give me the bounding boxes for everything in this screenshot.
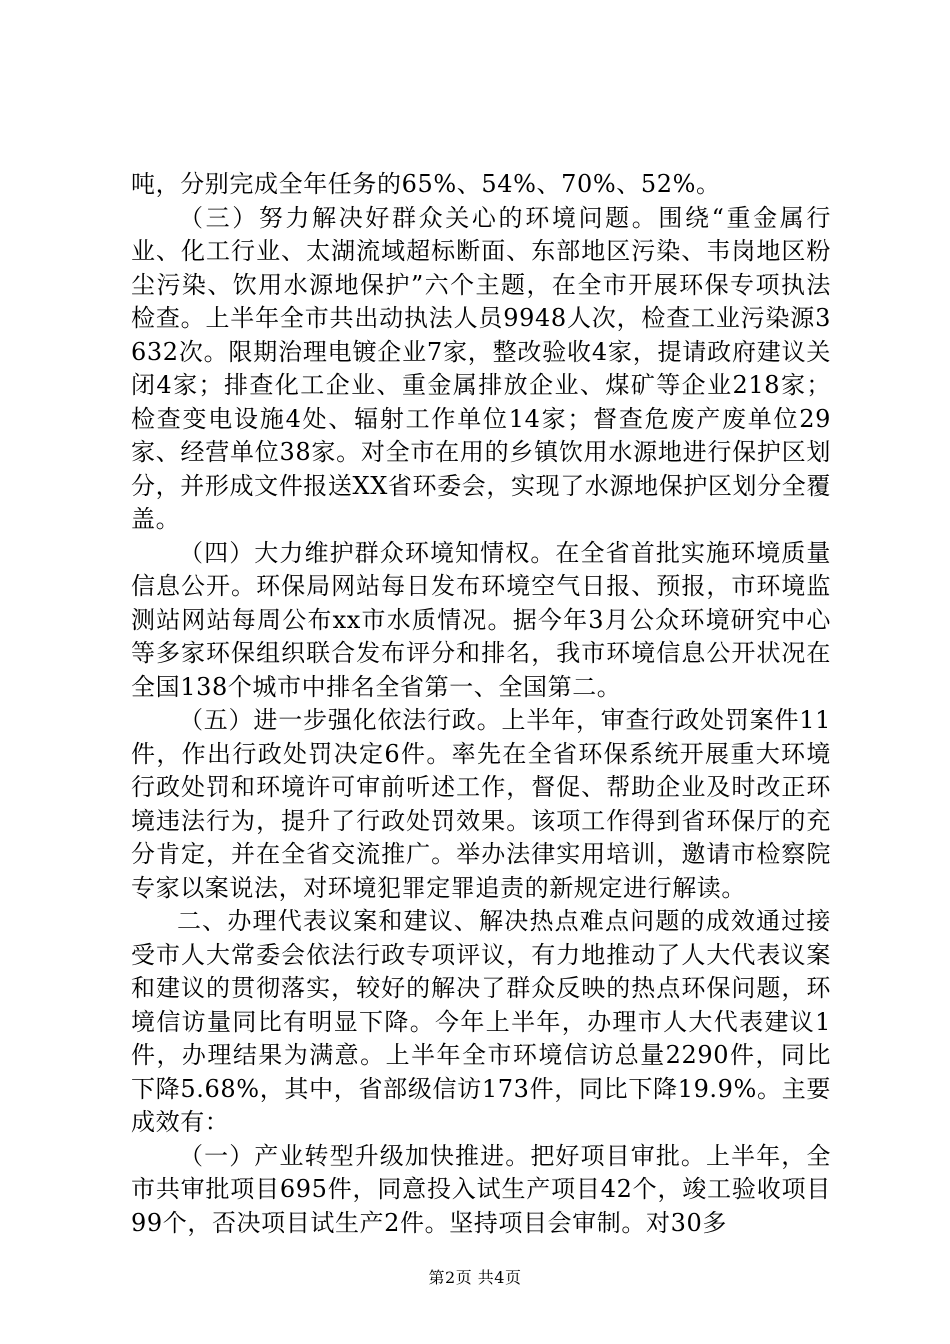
document-body: [131, 168, 831, 1240]
paragraph-continuation: 吨，分别完成全年任务的65%、54%、70%、52%。: [131, 170, 721, 198]
page-number-label: 第2页 共4页: [428, 1268, 522, 1287]
paragraph-part-2: 二、办理代表议案和建议、解决热点难点问题的成效通过接受市人大常委会依法行政专项评议，有力地推动了人大代表议案和建议的贯彻落实，较好的解决了群众反映的热点环保问题，环境信访量同比有明显下降。今年上半年，办理市人大代表建议1件，办理结果为满意。上半年全市环境信访总量2290件，同比下降5.68%，其中，省部级信访173件，同比下降19.9%。主要成效有：: [131, 907, 831, 1136]
paragraph-section-5: （五）进一步强化依法行政。上半年，审查行政处罚案件11件，作出行政处罚决定6件。率先在全省环保系统开展重大环境行政处罚和环境许可审前听述工作，督促、帮助企业及时改正环境违法行为，提升了行政处罚效果。该项工作得到省环保厅的充分肯定，并在全省交流推广。举办法律实用培训，邀请市检察院专家以案说法，对环境犯罪定罪追责的新规定进行解读。: [131, 706, 831, 902]
paragraph-section-4: （四）大力维护群众环境知情权。在全省首批实施环境质量信息公开。环保局网站每日发布环境空气日报、预报，市环境监测站网站每周公布xx市水质情况。据今年3月公众环境研究中心等多家环保组织联合发布评分和排名，我市环境信息公开状况在全国138个城市中排名全省第一、全国第二。: [131, 538, 831, 701]
paragraph-section-1: （一）产业转型升级加快推进。把好项目审批。上半年，全市共审批项目695件，同意投入试生产项目42个，竣工验收项目99个，否决项目试生产2件。坚持项目会审制。对30多: [131, 1141, 831, 1237]
page-footer: [0, 1268, 950, 1288]
paragraph-section-3: （三）努力解决好群众关心的环境问题。围绕“重金属行业、化工行业、太湖流域超标断面、东部地区污染、韦岗地区粉尘污染、饮用水源地保护”六个主题，在全市开展环保专项执法检查。上半年全市共出动执法人员9948人次，检查工业污染源3632次。限期治理电镀企业7家，整改验收4家，提请政府建议关闭4家；排查化工企业、重金属排放企业、煤矿等企业218家；检查变电设施4处、辐射工作单位14家；督查危废产废单位29家、经营单位38家。对全市在用的乡镇饮用水源地进行保护区划分，并形成文件报送XX省环委会，实现了水源地保护区划分全覆盖。: [131, 203, 831, 533]
